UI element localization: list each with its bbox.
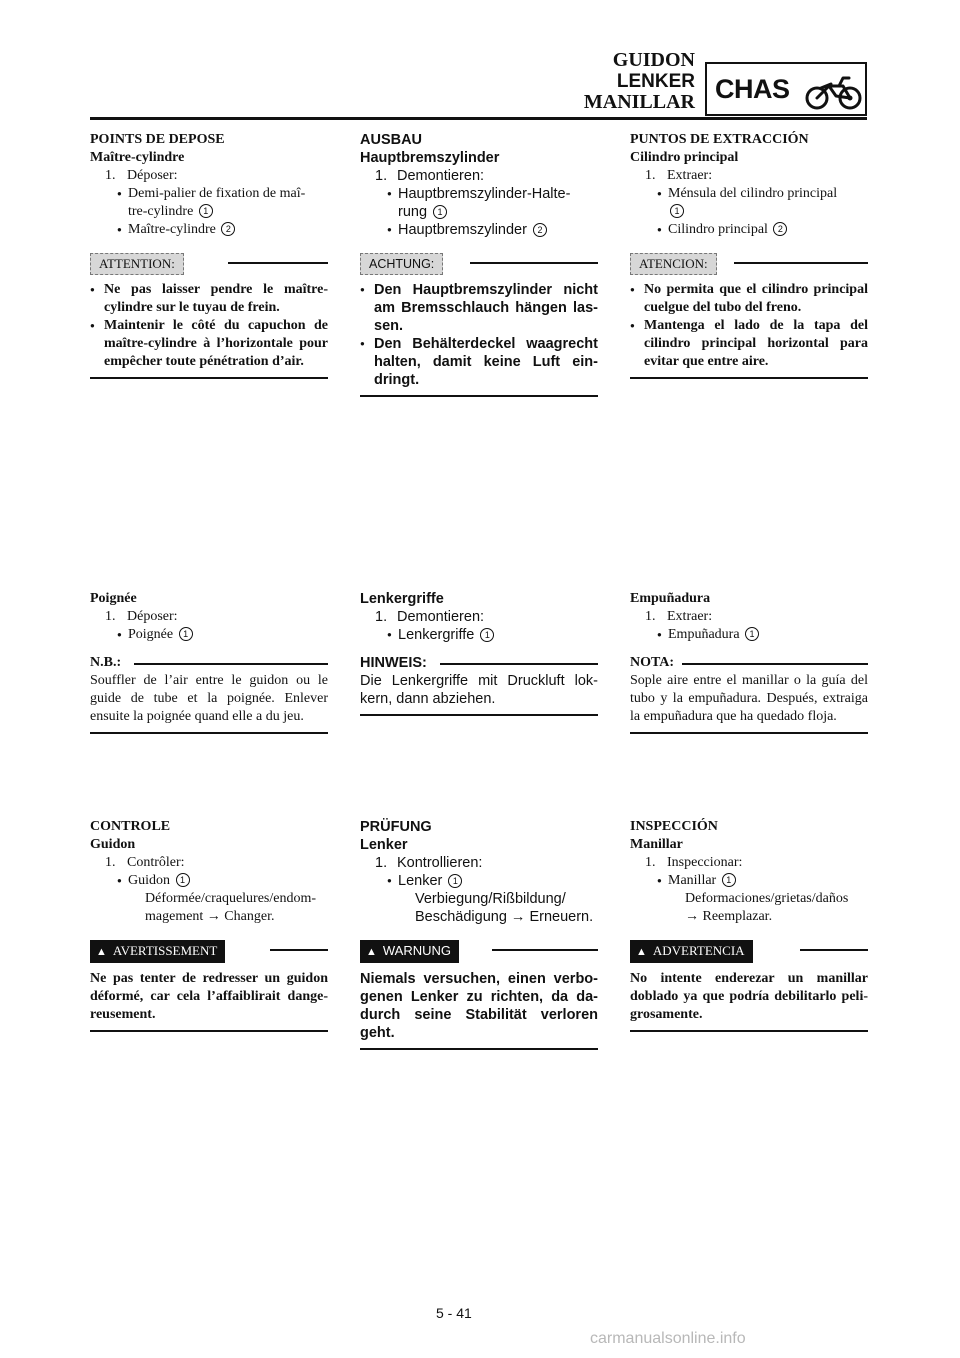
step-text: Déposer: [127, 609, 178, 624]
column-es [630, 131, 868, 379]
callout-number: 1 [448, 874, 462, 888]
inspection-detail: Déformée/craquelures/endom- [145, 891, 317, 906]
list-item [90, 221, 328, 239]
list-item-text: Hauptbremszylinder [398, 222, 527, 238]
note-header [630, 654, 868, 672]
caution-rule [470, 262, 598, 264]
inspection-detail: magement → Changer. [145, 909, 275, 924]
section-subtitle: Maître-cylindre [90, 150, 185, 165]
section-title: Poignée [90, 591, 137, 606]
note-rule [440, 663, 598, 665]
caution-item: ● Den Hauptbremszylinder nicht am Bremsschlauch hängen las-sen. [360, 281, 598, 335]
list-item-text: rung [398, 204, 428, 220]
warning-rule [800, 949, 868, 951]
note-end-rule [630, 732, 868, 734]
callout-number: 1 [722, 873, 736, 887]
note-text: Sople aire entre el manillar o la guía del tubo y la empuñadura. Después, extraiga la empuñadura que ha quedado floja. [630, 673, 868, 724]
warning-header [90, 940, 328, 962]
step-text: Demontieren: [397, 168, 485, 184]
warning-text: Ne pas tenter de redresser un guidon déformé, car cela l’affaiblirait dange-reusement. [90, 971, 328, 1022]
step-item [360, 608, 598, 626]
column-de-section-2 [360, 590, 598, 716]
warning-header [360, 940, 598, 962]
section-subtitle: Guidon [90, 837, 136, 852]
list-item [360, 185, 598, 221]
list-item-text: Demi-palier de fixation de maî- [128, 186, 306, 201]
list-item [630, 185, 868, 221]
warning-label-text: AVERTISSEMENT [112, 943, 218, 958]
list-item [90, 872, 328, 890]
callout-number: 1 [176, 873, 190, 887]
warning-end-rule [90, 1030, 328, 1032]
section-title: Empuñadura [630, 591, 711, 606]
section-title: Lenkergriffe [360, 591, 444, 607]
caution-item: ● Den Behälterdeckel waagrecht halten, damit keine Luft ein-dringt. [360, 335, 598, 389]
step-number: 1. [645, 609, 656, 624]
list-item [360, 221, 598, 239]
inspection-detail: → Reemplazar. [685, 909, 773, 924]
note-header [90, 654, 328, 672]
note-header [360, 654, 598, 672]
warning-triangle-icon: ▲ [366, 946, 377, 958]
warning-label-text: WARNUNG [382, 943, 452, 958]
step-item [630, 854, 868, 872]
note-text: Souffler de l’air entre le guidon ou le guide de tube et la poignée. Enlever ensuite la poignée quand elle a du jeu. [90, 673, 328, 724]
step-text: Contrôler: [127, 855, 185, 870]
warning-rule [270, 949, 328, 951]
caution-header [630, 253, 868, 275]
step-item [360, 167, 598, 185]
step-text: Demontieren: [397, 609, 485, 625]
caution-label: ATENCION: [630, 253, 717, 275]
warning-rule [492, 949, 598, 951]
list-item [90, 626, 328, 644]
step-item [630, 608, 868, 626]
step-number: 1. [105, 168, 116, 183]
callout-number: 1 [433, 205, 447, 219]
watermark: carmanualsonline.info [590, 1330, 746, 1347]
note-end-rule [360, 714, 598, 716]
note-end-rule [90, 732, 328, 734]
section-title: POINTS DE DEPOSE [90, 132, 225, 147]
section-title: AUSBAU [360, 132, 423, 148]
list-item [630, 872, 868, 890]
step-item [90, 608, 328, 626]
step-item [90, 854, 328, 872]
step-text: Kontrollieren: [397, 855, 483, 871]
column-de [360, 131, 598, 397]
step-item [90, 167, 328, 185]
warning-text: Niemals versuchen, einen verbo-genen Lenker zu richten, da da-durch seine Stabilität verloren geht. [360, 971, 598, 1041]
motorcycle-icon [803, 66, 865, 114]
warning-end-rule [360, 1048, 598, 1050]
callout-number: 1 [745, 627, 759, 641]
caution-end-rule [90, 377, 328, 379]
callout-number: 1 [670, 204, 684, 218]
caution-body [630, 281, 868, 371]
inspection-detail: Verbiegung/Rißbildung/ [415, 891, 566, 907]
step-number: 1. [645, 168, 656, 183]
list-item-text: Lenker [398, 873, 443, 889]
warning-label [360, 940, 459, 963]
header-title-es: MANILLAR [583, 91, 695, 113]
step-number: 1. [105, 609, 116, 624]
warning-label [630, 940, 753, 963]
warning-text: No intente enderezar un manillar doblado ya que podría debilitarlo peli-grosamente. [630, 971, 868, 1022]
list-item [630, 626, 868, 644]
caution-end-rule [360, 395, 598, 397]
section-title: PUNTOS DE EXTRACCIÓN [630, 132, 809, 147]
step-item [360, 854, 598, 872]
list-item-text: Poignée [128, 627, 174, 642]
step-number: 1. [645, 855, 656, 870]
callout-number: 1 [199, 204, 213, 218]
warning-header [630, 940, 868, 962]
caution-body [90, 281, 328, 371]
column-fr [90, 131, 328, 379]
caution-header [360, 253, 598, 275]
column-es-section-2 [630, 590, 868, 734]
section-title: INSPECCIÓN [630, 819, 718, 834]
caution-label: ACHTUNG: [360, 253, 443, 275]
step-text: Extraer: [667, 168, 713, 183]
list-item-text: Lenkergriffe [398, 627, 475, 643]
header-title-de: LENKER [616, 71, 695, 92]
warning-end-rule [630, 1030, 868, 1032]
section-subtitle: Manillar [630, 837, 683, 852]
caution-body [360, 281, 598, 389]
header-rule [90, 117, 867, 120]
callout-number: 2 [773, 222, 787, 236]
list-item [360, 626, 598, 644]
callout-number: 1 [179, 627, 193, 641]
step-text: Inspeccionar: [667, 855, 743, 870]
caution-item: ● Ne pas laisser pendre le maître-cylindre sur le tuyau de frein. [90, 281, 328, 317]
warning-label-text: ADVERTENCIA [652, 943, 745, 958]
section-code: CHAS [715, 74, 790, 104]
caution-item: ● No permita que el cilindro principal cuelgue del tubo del freno. [630, 281, 868, 317]
step-number: 1. [375, 168, 388, 184]
step-text: Extraer: [667, 609, 713, 624]
step-item [630, 167, 868, 185]
page-number: 5 - 41 [436, 1305, 472, 1321]
column-de-section-3 [360, 818, 598, 1050]
warning-triangle-icon: ▲ [96, 946, 107, 958]
note-label: HINWEIS: [360, 655, 433, 671]
warning-triangle-icon: ▲ [636, 946, 647, 958]
caution-rule [228, 262, 328, 264]
column-fr-section-3 [90, 818, 328, 1032]
caution-item: ● Mantenga el lado de la tapa del cilindro principal horizontal para evitar que entre aire. [630, 317, 868, 371]
column-es-section-3 [630, 818, 868, 1032]
list-item-text: Empuñadura [668, 627, 740, 642]
note-label: NOTA: [630, 655, 680, 670]
list-item-text: Hauptbremszylinder-Halte- [398, 186, 571, 202]
caution-item: ● Maintenir le côté du capuchon de maître-cylindre à l’horizontale pour empêcher toute pénétration d’air. [90, 317, 328, 371]
note-rule [682, 663, 868, 665]
section-title: PRÜFUNG [360, 819, 432, 835]
note-rule [134, 663, 328, 665]
caution-rule [734, 262, 868, 264]
section-subtitle: Cilindro principal [630, 150, 739, 165]
caution-header [90, 253, 328, 275]
list-item [360, 872, 598, 890]
list-item-text: Ménsula del cilindro principal [668, 186, 838, 201]
callout-number: 2 [533, 223, 547, 237]
callout-number: 1 [480, 628, 494, 642]
list-item [90, 185, 328, 221]
list-item-text: Guidon [128, 873, 170, 888]
section-subtitle: Lenker [360, 837, 408, 853]
callout-number: 2 [221, 222, 235, 236]
note-label: N.B.: [90, 655, 127, 670]
warning-label [90, 940, 225, 963]
list-item-text: Maître-cylindre [128, 222, 216, 237]
section-title: CONTROLE [90, 819, 171, 834]
header-title-fr: GUIDON [612, 49, 695, 71]
list-item-text: tre-cylindre [128, 204, 194, 219]
step-number: 1. [375, 855, 388, 871]
caution-end-rule [630, 377, 868, 379]
note-text: Die Lenkergriffe mit Druckluft lok-kern, dann abziehen. [360, 673, 598, 707]
list-item-text: Cilindro principal [668, 222, 768, 237]
inspection-detail: Beschädigung → Erneuern. [415, 909, 594, 925]
column-fr-section-2 [90, 590, 328, 734]
section-subtitle: Hauptbremszylinder [360, 150, 500, 166]
step-text: Déposer: [127, 168, 178, 183]
section-badge [705, 62, 867, 116]
inspection-detail: Deformaciones/grietas/daños [685, 891, 849, 906]
list-item [630, 221, 868, 239]
page-header-titles [584, 50, 695, 113]
step-number: 1. [375, 609, 388, 625]
caution-label: ATTENTION: [90, 253, 184, 275]
list-item-text: Manillar [668, 873, 717, 888]
step-number: 1. [105, 855, 116, 870]
